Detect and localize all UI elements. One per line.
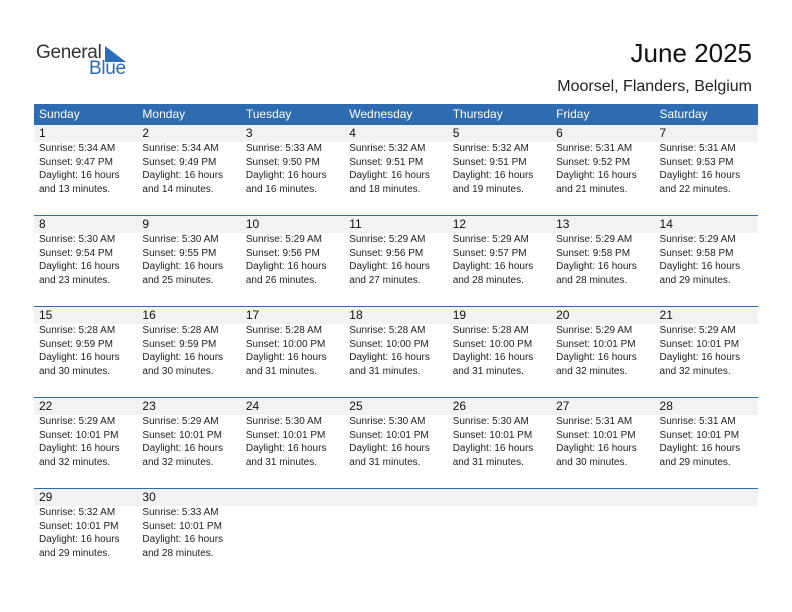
day-cell [448, 398, 551, 469]
day-cell [344, 398, 447, 469]
sunrise-text: Sunrise: 5:29 AM [659, 234, 736, 245]
sunrise-text: Sunrise: 5:33 AM [142, 507, 219, 518]
sunrise-text: Sunrise: 5:31 AM [659, 143, 736, 154]
day-cell [551, 398, 654, 469]
sunset-text: Sunset: 9:58 PM [556, 247, 631, 259]
week-days [34, 398, 758, 469]
day-number: 17 [245, 308, 260, 322]
daylight-text: Daylight: 16 hours [39, 534, 120, 545]
sunrise-text: Sunrise: 5:30 AM [452, 416, 529, 427]
daylight-text: Daylight: 16 hours [452, 170, 534, 181]
daylight-text: Daylight: 16 hours [556, 261, 637, 272]
daylight-minutes-text: and 32 minutes. [556, 365, 628, 377]
week-row [34, 215, 758, 306]
week-row [34, 488, 758, 579]
sunrise-text: Sunrise: 5:30 AM [245, 416, 322, 427]
day-cell [655, 489, 758, 560]
sunset-text: Sunset: 9:59 PM [142, 338, 217, 350]
day-cell [655, 398, 758, 469]
sunset-text: Sunset: 9:52 PM [556, 156, 631, 168]
daylight-text: Daylight: 16 hours [659, 352, 741, 363]
sunset-text: Sunset: 9:53 PM [659, 156, 734, 168]
daylight-minutes-text: and 28 minutes. [556, 274, 628, 286]
daylight-text: Daylight: 16 hours [556, 170, 637, 181]
week-days [34, 307, 758, 378]
page-title: June 2025 [630, 38, 752, 68]
sunset-text: Sunset: 9:58 PM [659, 247, 734, 259]
sunset-text: Sunset: 10:00 PM [349, 338, 429, 350]
daylight-text: Daylight: 16 hours [39, 352, 120, 363]
day-cell [34, 398, 137, 469]
daylight-minutes-text: and 29 minutes. [39, 547, 111, 559]
sunset-text: Sunset: 10:01 PM [142, 520, 222, 532]
day-cell [34, 216, 137, 287]
daylight-minutes-text: and 31 minutes. [452, 456, 524, 468]
daylight-minutes-text: and 18 minutes. [349, 183, 421, 195]
sunset-text: Sunset: 10:01 PM [452, 429, 533, 441]
day-cell [448, 216, 551, 287]
day-cell [137, 398, 240, 469]
day-number: 12 [452, 217, 467, 231]
sunset-text: Sunset: 9:59 PM [39, 338, 113, 350]
sunrise-text: Sunrise: 5:29 AM [452, 234, 529, 245]
daylight-minutes-text: and 32 minutes. [142, 456, 214, 468]
sunset-text: Sunset: 9:49 PM [142, 156, 217, 168]
weekday-tuesday: Tuesday [245, 107, 292, 121]
day-cell [344, 307, 447, 378]
daylight-minutes-text: and 32 minutes. [659, 365, 731, 377]
calendar-grid [34, 104, 758, 579]
daylight-text: Daylight: 16 hours [349, 170, 430, 181]
weekday-monday: Monday [142, 107, 186, 121]
daylight-minutes-text: and 30 minutes. [556, 456, 628, 468]
daylight-text: Daylight: 16 hours [452, 443, 534, 454]
weekday-header [34, 104, 758, 125]
day-number: 4 [349, 126, 356, 140]
daylight-text: Daylight: 16 hours [142, 443, 224, 454]
sunrise-text: Sunrise: 5:33 AM [245, 143, 322, 154]
sunset-text: Sunset: 10:01 PM [556, 429, 636, 441]
day-number: 11 [349, 217, 362, 231]
day-number [349, 489, 447, 506]
sunrise-text: Sunrise: 5:31 AM [556, 143, 633, 154]
daylight-text: Daylight: 16 hours [245, 170, 327, 181]
sunset-text: Sunset: 10:01 PM [245, 429, 326, 441]
daylight-text: Daylight: 16 hours [659, 170, 741, 181]
week-row [34, 125, 758, 215]
day-number: 21 [659, 308, 673, 322]
sunrise-text: Sunrise: 5:28 AM [349, 325, 426, 336]
day-number: 28 [659, 399, 673, 413]
week-days [34, 216, 758, 287]
day-number: 2 [142, 126, 150, 140]
day-cell [34, 489, 137, 560]
day-number: 20 [556, 308, 570, 322]
daylight-text: Daylight: 16 hours [349, 352, 430, 363]
sunset-text: Sunset: 9:51 PM [452, 156, 527, 168]
sunset-text: Sunset: 10:00 PM [245, 338, 326, 350]
sunrise-text: Sunrise: 5:34 AM [142, 143, 219, 154]
daylight-text: Daylight: 16 hours [659, 443, 741, 454]
day-number [246, 489, 344, 506]
sunrise-text: Sunrise: 5:29 AM [245, 234, 322, 245]
location-subtitle: Moorsel, Flanders, Belgium [557, 78, 752, 95]
daylight-text: Daylight: 16 hours [39, 443, 120, 454]
day-cell [448, 125, 551, 196]
sunrise-text: Sunrise: 5:28 AM [245, 325, 322, 336]
day-number: 26 [452, 399, 467, 413]
day-cell [241, 216, 344, 287]
sunset-text: Sunset: 10:01 PM [659, 338, 740, 350]
sunset-text: Sunset: 9:56 PM [245, 247, 320, 259]
day-number: 30 [142, 490, 156, 504]
daylight-minutes-text: and 27 minutes. [349, 274, 421, 286]
daylight-minutes-text: and 22 minutes. [659, 183, 731, 195]
day-cell [344, 489, 447, 560]
sunrise-text: Sunrise: 5:29 AM [349, 234, 426, 245]
sunrise-text: Sunrise: 5:29 AM [39, 416, 116, 427]
sunrise-text: Sunrise: 5:34 AM [39, 143, 116, 154]
day-cell [241, 307, 344, 378]
day-number: 19 [452, 308, 467, 322]
sunset-text: Sunset: 9:56 PM [349, 247, 424, 259]
daylight-text: Daylight: 16 hours [142, 352, 224, 363]
brand-logo [36, 40, 136, 80]
daylight-text: Daylight: 16 hours [556, 352, 637, 363]
day-cell [344, 216, 447, 287]
daylight-minutes-text: and 16 minutes. [245, 183, 318, 195]
week-row [34, 397, 758, 488]
day-cell [137, 489, 240, 560]
sunset-text: Sunset: 10:00 PM [452, 338, 533, 350]
daylight-text: Daylight: 16 hours [556, 443, 637, 454]
daylight-text: Daylight: 16 hours [39, 261, 120, 272]
sunset-text: Sunset: 9:50 PM [245, 156, 320, 168]
daylight-minutes-text: and 31 minutes. [452, 365, 524, 377]
sunrise-text: Sunrise: 5:29 AM [556, 234, 633, 245]
daylight-text: Daylight: 16 hours [452, 261, 534, 272]
day-number: 24 [245, 399, 260, 413]
sunset-text: Sunset: 10:01 PM [39, 429, 119, 441]
sunset-text: Sunset: 10:01 PM [39, 520, 119, 532]
sunrise-text: Sunrise: 5:29 AM [142, 416, 219, 427]
day-cell [655, 125, 758, 196]
daylight-minutes-text: and 19 minutes. [452, 183, 524, 195]
day-number [556, 489, 654, 506]
daylight-minutes-text: and 14 minutes. [142, 183, 214, 195]
daylight-minutes-text: and 30 minutes. [39, 365, 111, 377]
daylight-minutes-text: and 29 minutes. [659, 456, 731, 468]
daylight-text: Daylight: 16 hours [349, 261, 430, 272]
daylight-minutes-text: and 30 minutes. [142, 365, 214, 377]
sunrise-text: Sunrise: 5:31 AM [659, 416, 736, 427]
day-cell [655, 216, 758, 287]
daylight-minutes-text: and 23 minutes. [39, 274, 111, 286]
sunrise-text: Sunrise: 5:28 AM [452, 325, 529, 336]
day-cell [137, 125, 240, 196]
day-number: 7 [659, 126, 667, 140]
daylight-minutes-text: and 25 minutes. [142, 274, 214, 286]
day-number: 27 [556, 399, 570, 413]
daylight-minutes-text: and 32 minutes. [39, 456, 111, 468]
day-cell [551, 216, 654, 287]
weekday-saturday: Saturday [659, 107, 708, 121]
sunrise-text: Sunrise: 5:32 AM [452, 143, 529, 154]
day-number: 14 [659, 217, 673, 231]
daylight-minutes-text: and 31 minutes. [349, 456, 421, 468]
sunrise-text: Sunrise: 5:30 AM [39, 234, 116, 245]
day-number: 16 [142, 308, 156, 322]
daylight-text: Daylight: 16 hours [39, 170, 120, 181]
week-days [34, 125, 758, 196]
day-cell [551, 489, 654, 560]
sunrise-text: Sunrise: 5:29 AM [556, 325, 633, 336]
day-cell [137, 216, 240, 287]
sunrise-text: Sunrise: 5:32 AM [39, 507, 116, 518]
day-cell [551, 125, 654, 196]
sunset-text: Sunset: 10:01 PM [659, 429, 740, 441]
sunrise-text: Sunrise: 5:32 AM [349, 143, 426, 154]
day-cell [448, 489, 551, 560]
logo-word-blue: Blue [89, 58, 126, 79]
daylight-text: Daylight: 16 hours [245, 443, 327, 454]
sunrise-text: Sunrise: 5:30 AM [142, 234, 219, 245]
weekday-friday: Friday [556, 107, 590, 121]
daylight-minutes-text: and 29 minutes. [659, 274, 731, 286]
day-cell [344, 125, 447, 196]
daylight-text: Daylight: 16 hours [142, 170, 224, 181]
day-number: 29 [39, 490, 53, 504]
weekday-thursday: Thursday [452, 107, 503, 121]
daylight-minutes-text: and 13 minutes. [39, 183, 111, 195]
daylight-text: Daylight: 16 hours [142, 261, 224, 272]
day-cell [137, 307, 240, 378]
daylight-text: Daylight: 16 hours [452, 352, 534, 363]
daylight-minutes-text: and 31 minutes. [349, 365, 421, 377]
daylight-text: Daylight: 16 hours [245, 261, 327, 272]
logo-word-general: General [36, 42, 102, 63]
day-cell [448, 307, 551, 378]
sunrise-text: Sunrise: 5:28 AM [142, 325, 219, 336]
daylight-minutes-text: and 28 minutes. [142, 547, 214, 559]
weeks-container [34, 125, 758, 579]
day-number: 13 [556, 217, 570, 231]
day-number: 25 [349, 399, 363, 413]
day-number: 3 [245, 126, 253, 140]
daylight-minutes-text: and 28 minutes. [452, 274, 524, 286]
daylight-minutes-text: and 31 minutes. [245, 365, 318, 377]
day-cell [241, 398, 344, 469]
daylight-text: Daylight: 16 hours [349, 443, 430, 454]
day-number [660, 489, 758, 506]
sunset-text: Sunset: 10:01 PM [556, 338, 636, 350]
sunset-text: Sunset: 10:01 PM [142, 429, 222, 441]
daylight-text: Daylight: 16 hours [245, 352, 327, 363]
day-number: 15 [39, 308, 53, 322]
day-number: 22 [39, 399, 53, 413]
day-cell [551, 307, 654, 378]
sunset-text: Sunset: 9:57 PM [452, 247, 527, 259]
weekday-sunday: Sunday [39, 107, 80, 121]
sunrise-text: Sunrise: 5:28 AM [39, 325, 116, 336]
day-cell [34, 307, 137, 378]
daylight-minutes-text: and 21 minutes. [556, 183, 628, 195]
daylight-minutes-text: and 31 minutes. [245, 456, 318, 468]
week-row [34, 306, 758, 397]
day-cell [34, 125, 137, 196]
sunset-text: Sunset: 9:55 PM [142, 247, 217, 259]
day-number: 9 [142, 217, 150, 231]
weekday-wednesday: Wednesday [349, 107, 413, 121]
sunset-text: Sunset: 9:47 PM [39, 156, 113, 168]
sunrise-text: Sunrise: 5:29 AM [659, 325, 736, 336]
day-number [453, 489, 551, 506]
sunset-text: Sunset: 10:01 PM [349, 429, 429, 441]
day-cell [241, 489, 344, 560]
daylight-text: Daylight: 16 hours [659, 261, 741, 272]
sunset-text: Sunset: 9:54 PM [39, 247, 113, 259]
sunrise-text: Sunrise: 5:30 AM [349, 416, 426, 427]
day-number: 23 [142, 399, 156, 413]
daylight-minutes-text: and 26 minutes. [245, 274, 318, 286]
day-number: 6 [556, 126, 563, 140]
sunrise-text: Sunrise: 5:31 AM [556, 416, 633, 427]
week-days [34, 489, 758, 560]
day-cell [655, 307, 758, 378]
sunset-text: Sunset: 9:51 PM [349, 156, 424, 168]
day-number: 5 [452, 126, 460, 140]
day-number: 1 [39, 126, 46, 140]
day-number: 10 [245, 217, 260, 231]
day-number: 18 [349, 308, 363, 322]
day-number: 8 [39, 217, 46, 231]
day-cell [241, 125, 344, 196]
daylight-text: Daylight: 16 hours [142, 534, 224, 545]
